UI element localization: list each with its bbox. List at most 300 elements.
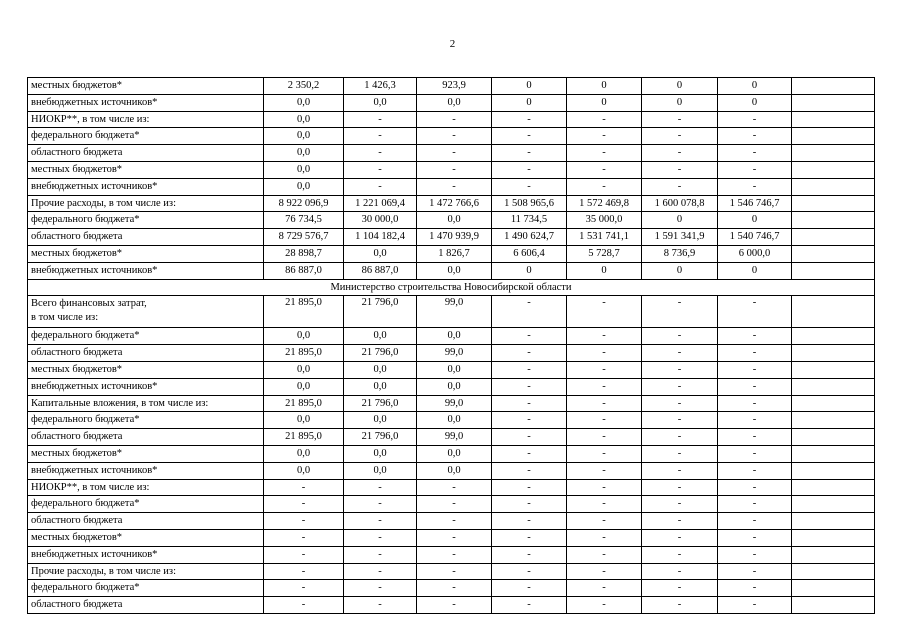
cell-value [792,178,875,195]
table-row [28,128,875,145]
cell-value: 1 508 965,6 [492,195,567,212]
cell-value: - [264,546,344,563]
cell-value: - [492,111,567,128]
cell-value [792,262,875,279]
cell-value: - [417,513,492,530]
cell-value: - [492,378,567,395]
cell-value: - [718,412,792,429]
cell-value [792,395,875,412]
row-label: Прочие расходы, в том числе из: [28,195,264,212]
cell-value: - [567,597,642,614]
cell-value [792,345,875,362]
cell-value: - [492,161,567,178]
cell-value: 5 728,7 [567,245,642,262]
cell-value: - [344,496,417,513]
table-row [28,145,875,162]
table-row [28,563,875,580]
cell-value: - [344,479,417,496]
cell-value: - [492,580,567,597]
cell-value: - [344,178,417,195]
cell-value: - [492,128,567,145]
cell-value: - [718,345,792,362]
cell-value: - [642,462,718,479]
cell-value: 0,0 [264,111,344,128]
cell-value [792,94,875,111]
cell-value: 1 600 078,8 [642,195,718,212]
cell-value: - [642,546,718,563]
cell-value: - [567,529,642,546]
cell-value: 30 000,0 [344,212,417,229]
row-label: федерального бюджета* [28,496,264,513]
cell-value: 0,0 [417,328,492,345]
cell-value: - [567,128,642,145]
cell-value [792,296,875,328]
cell-value: - [567,345,642,362]
cell-value [792,145,875,162]
table-row [28,597,875,614]
cell-value: - [492,529,567,546]
cell-value: - [642,111,718,128]
cell-value: - [642,563,718,580]
cell-value: 8 729 576,7 [264,229,344,246]
cell-value: 0 [718,78,792,95]
table-row [28,262,875,279]
row-label: внебюджетных источников* [28,262,264,279]
cell-value: 21 796,0 [344,429,417,446]
cell-value: 0 [642,78,718,95]
cell-value: - [642,496,718,513]
cell-value: - [344,597,417,614]
cell-value: - [567,546,642,563]
cell-value: - [264,479,344,496]
row-label: областного бюджета [28,597,264,614]
cell-value: - [642,597,718,614]
cell-value: - [642,445,718,462]
cell-value: 0 [642,262,718,279]
cell-value: - [642,580,718,597]
row-label: внебюджетных источников* [28,378,264,395]
row-label [28,296,264,328]
cell-value: - [718,496,792,513]
row-label: местных бюджетов* [28,529,264,546]
cell-value: 86 887,0 [264,262,344,279]
row-label: внебюджетных источников* [28,546,264,563]
table-row [28,279,875,296]
cell-value: - [642,479,718,496]
cell-value: - [344,580,417,597]
cell-value [792,161,875,178]
cell-value: 1 472 766,6 [417,195,492,212]
row-label: областного бюджета [28,145,264,162]
table-row [28,395,875,412]
cell-value: 86 887,0 [344,262,417,279]
row-label: федерального бюджета* [28,580,264,597]
cell-value: - [718,580,792,597]
cell-value [792,529,875,546]
cell-value: 99,0 [417,345,492,362]
cell-value: 11 734,5 [492,212,567,229]
cell-value: - [718,328,792,345]
cell-value: 1 572 469,8 [567,195,642,212]
cell-value: 0 [642,212,718,229]
row-label: внебюджетных источников* [28,178,264,195]
cell-value [792,462,875,479]
cell-value: 1 490 624,7 [492,229,567,246]
cell-value: 99,0 [417,429,492,446]
cell-value: - [417,529,492,546]
table-row [28,445,875,462]
table-row [28,529,875,546]
cell-value: - [344,111,417,128]
cell-value: - [344,529,417,546]
cell-value: 0,0 [264,412,344,429]
table-row [28,229,875,246]
table-row [28,161,875,178]
cell-value: 0 [567,78,642,95]
cell-value: 0,0 [344,245,417,262]
cell-value: - [492,429,567,446]
row-label: местных бюджетов* [28,245,264,262]
cell-value: - [344,563,417,580]
cell-value [792,597,875,614]
cell-value: 8 922 096,9 [264,195,344,212]
cell-value: - [492,361,567,378]
cell-value: 0,0 [264,161,344,178]
cell-value: - [492,145,567,162]
cell-value: 0 [492,94,567,111]
cell-value: - [417,546,492,563]
cell-value: - [492,328,567,345]
table-row [28,513,875,530]
cell-value: - [567,161,642,178]
row-label: внебюджетных источников* [28,94,264,111]
page-number: 2 [449,38,456,50]
cell-value: - [567,513,642,530]
row-label: федерального бюджета* [28,412,264,429]
cell-value: 0,0 [417,462,492,479]
cell-value: 99,0 [417,296,492,328]
cell-value: - [492,412,567,429]
row-label: областного бюджета [28,229,264,246]
cell-value: 0,0 [344,445,417,462]
table-body-bottom [28,328,875,614]
row-label: областного бюджета [28,513,264,530]
cell-value: - [718,597,792,614]
cell-value: - [642,328,718,345]
cell-value: 35 000,0 [567,212,642,229]
cell-value: - [642,345,718,362]
row-label: федерального бюджета* [28,328,264,345]
cell-value: - [718,429,792,446]
row-label: НИОКР**, в том числе из: [28,479,264,496]
cell-value: - [567,563,642,580]
table-row [28,361,875,378]
row-label: местных бюджетов* [28,445,264,462]
cell-value: 0 [718,212,792,229]
table-row [28,94,875,111]
cell-value: - [264,529,344,546]
cell-value: - [567,328,642,345]
cell-value [792,479,875,496]
cell-value: - [264,597,344,614]
row-label: Капитальные вложения, в том числе из: [28,395,264,412]
table-row [28,296,875,328]
table-row [28,546,875,563]
table-row [28,429,875,446]
cell-value: - [642,395,718,412]
cell-value: - [642,412,718,429]
cell-value: - [642,378,718,395]
cell-value: - [264,496,344,513]
cell-value: - [417,580,492,597]
cell-value: - [417,597,492,614]
cell-value: - [264,513,344,530]
cell-value: - [567,445,642,462]
cell-value: 0,0 [264,178,344,195]
cell-value: - [642,128,718,145]
cell-value: 1 104 182,4 [344,229,417,246]
cell-value: 21 796,0 [344,395,417,412]
cell-value: 1 426,3 [344,78,417,95]
table-row [28,212,875,229]
cell-value: - [417,496,492,513]
cell-value: 0,0 [344,378,417,395]
cell-value: 21 895,0 [264,345,344,362]
cell-value: - [492,296,567,328]
cell-value: 0,0 [417,445,492,462]
cell-value: - [642,529,718,546]
cell-value: 1 470 939,9 [417,229,492,246]
cell-value: 21 895,0 [264,296,344,328]
section-header [28,279,875,328]
table-row [28,78,875,95]
cell-value: 0 [718,94,792,111]
cell-value: - [642,429,718,446]
cell-value: 0,0 [417,212,492,229]
cell-value: - [718,479,792,496]
cell-value [792,563,875,580]
cell-value: - [492,563,567,580]
cell-value [792,245,875,262]
cell-value: - [718,445,792,462]
cell-value: - [417,563,492,580]
cell-value: - [718,161,792,178]
table-row [28,195,875,212]
cell-value: - [492,479,567,496]
cell-value: - [567,395,642,412]
cell-value [792,111,875,128]
cell-value: - [264,580,344,597]
cell-value: 0,0 [264,361,344,378]
cell-value: - [492,395,567,412]
cell-value: - [567,361,642,378]
cell-value: 99,0 [417,395,492,412]
table-row [28,496,875,513]
cell-value: 0 [567,262,642,279]
cell-value: - [417,145,492,162]
cell-value: - [642,178,718,195]
cell-value: 2 350,2 [264,78,344,95]
cell-value [792,195,875,212]
cell-value: - [718,546,792,563]
cell-value: - [492,462,567,479]
financing-table [27,77,875,614]
table-row [28,479,875,496]
cell-value: 8 736,9 [642,245,718,262]
cell-value [792,412,875,429]
cell-value: - [417,161,492,178]
cell-value [792,212,875,229]
cell-value: - [417,128,492,145]
cell-value: 0,0 [417,412,492,429]
cell-value [792,513,875,530]
row-label: областного бюджета [28,345,264,362]
cell-value [792,328,875,345]
row-label: внебюджетных источников* [28,462,264,479]
cell-value: - [567,378,642,395]
cell-value: 21 796,0 [344,345,417,362]
cell-value: 21 796,0 [344,296,417,328]
cell-value: - [567,462,642,479]
cell-value: - [492,345,567,362]
cell-value: - [567,412,642,429]
cell-value: 0,0 [264,462,344,479]
table-body-top [28,78,875,280]
cell-value: - [417,178,492,195]
cell-value [792,580,875,597]
cell-value: 1 546 746,7 [718,195,792,212]
cell-value: 0,0 [344,94,417,111]
cell-value: 0,0 [264,445,344,462]
cell-value: - [344,145,417,162]
cell-value: - [718,296,792,328]
cell-value: - [718,111,792,128]
cell-value: - [264,563,344,580]
cell-value: - [344,128,417,145]
cell-value: 21 895,0 [264,429,344,446]
cell-value: 0,0 [417,262,492,279]
cell-value: - [344,161,417,178]
cell-value: - [718,128,792,145]
cell-value: - [718,178,792,195]
cell-value: 0,0 [264,328,344,345]
cell-value: 0 [567,94,642,111]
cell-value: 76 734,5 [264,212,344,229]
cell-value: - [642,161,718,178]
cell-value: 0 [718,262,792,279]
cell-value: 1 540 746,7 [718,229,792,246]
cell-value: - [492,496,567,513]
cell-value: 0,0 [344,361,417,378]
cell-value: 0,0 [264,128,344,145]
cell-value: 1 531 741,1 [567,229,642,246]
cell-value: - [718,145,792,162]
cell-value: 0,0 [344,412,417,429]
cell-value: 0,0 [264,378,344,395]
cell-value: - [718,563,792,580]
cell-value: - [567,429,642,446]
cell-value: - [642,513,718,530]
cell-value: - [417,111,492,128]
cell-value: 0,0 [417,361,492,378]
table-row [28,328,875,345]
row-label-line: в том числе из: [31,311,99,323]
cell-value: - [492,513,567,530]
row-label: Прочие расходы, в том числе из: [28,563,264,580]
table-row [28,111,875,128]
cell-value: - [567,296,642,328]
cell-value: 0,0 [344,328,417,345]
row-label: НИОКР**, в том числе из: [28,111,264,128]
row-label: федерального бюджета* [28,128,264,145]
row-label: федерального бюджета* [28,212,264,229]
cell-value: 6 606,4 [492,245,567,262]
cell-value: - [718,395,792,412]
cell-value: 923,9 [417,78,492,95]
cell-value: - [567,496,642,513]
cell-value: - [344,546,417,563]
cell-value: - [492,546,567,563]
cell-value [792,546,875,563]
row-label: местных бюджетов* [28,78,264,95]
row-label: местных бюджетов* [28,361,264,378]
row-label: областного бюджета [28,429,264,446]
cell-value: - [567,580,642,597]
cell-value: - [492,178,567,195]
cell-value: 6 000,0 [718,245,792,262]
cell-value: 1 826,7 [417,245,492,262]
cell-value: 28 898,7 [264,245,344,262]
cell-value [792,496,875,513]
cell-value: - [567,111,642,128]
cell-value: - [567,145,642,162]
cell-value: 1 221 069,4 [344,195,417,212]
cell-value: - [718,513,792,530]
cell-value [792,128,875,145]
cell-value: 0,0 [264,145,344,162]
row-label: местных бюджетов* [28,161,264,178]
cell-value [792,445,875,462]
table-row [28,178,875,195]
cell-value: 0,0 [417,378,492,395]
cell-value: 1 591 341,9 [642,229,718,246]
cell-value: - [642,145,718,162]
row-label-line: Всего финансовых затрат, [31,298,147,310]
cell-value: 0 [642,94,718,111]
section-title: Министерство строительства Новосибирской области [28,279,875,296]
cell-value: - [718,462,792,479]
cell-value [792,429,875,446]
cell-value: - [492,597,567,614]
cell-value: - [642,361,718,378]
cell-value [792,229,875,246]
cell-value: 21 895,0 [264,395,344,412]
cell-value: 0,0 [264,94,344,111]
cell-value: - [417,479,492,496]
cell-value: - [718,361,792,378]
table-row [28,378,875,395]
cell-value [792,78,875,95]
cell-value: 0,0 [417,94,492,111]
cell-value: - [492,445,567,462]
cell-value: - [344,513,417,530]
table-row [28,345,875,362]
cell-value: - [567,178,642,195]
cell-value: - [567,479,642,496]
cell-value: - [642,296,718,328]
cell-value: 0 [492,78,567,95]
table-row [28,245,875,262]
